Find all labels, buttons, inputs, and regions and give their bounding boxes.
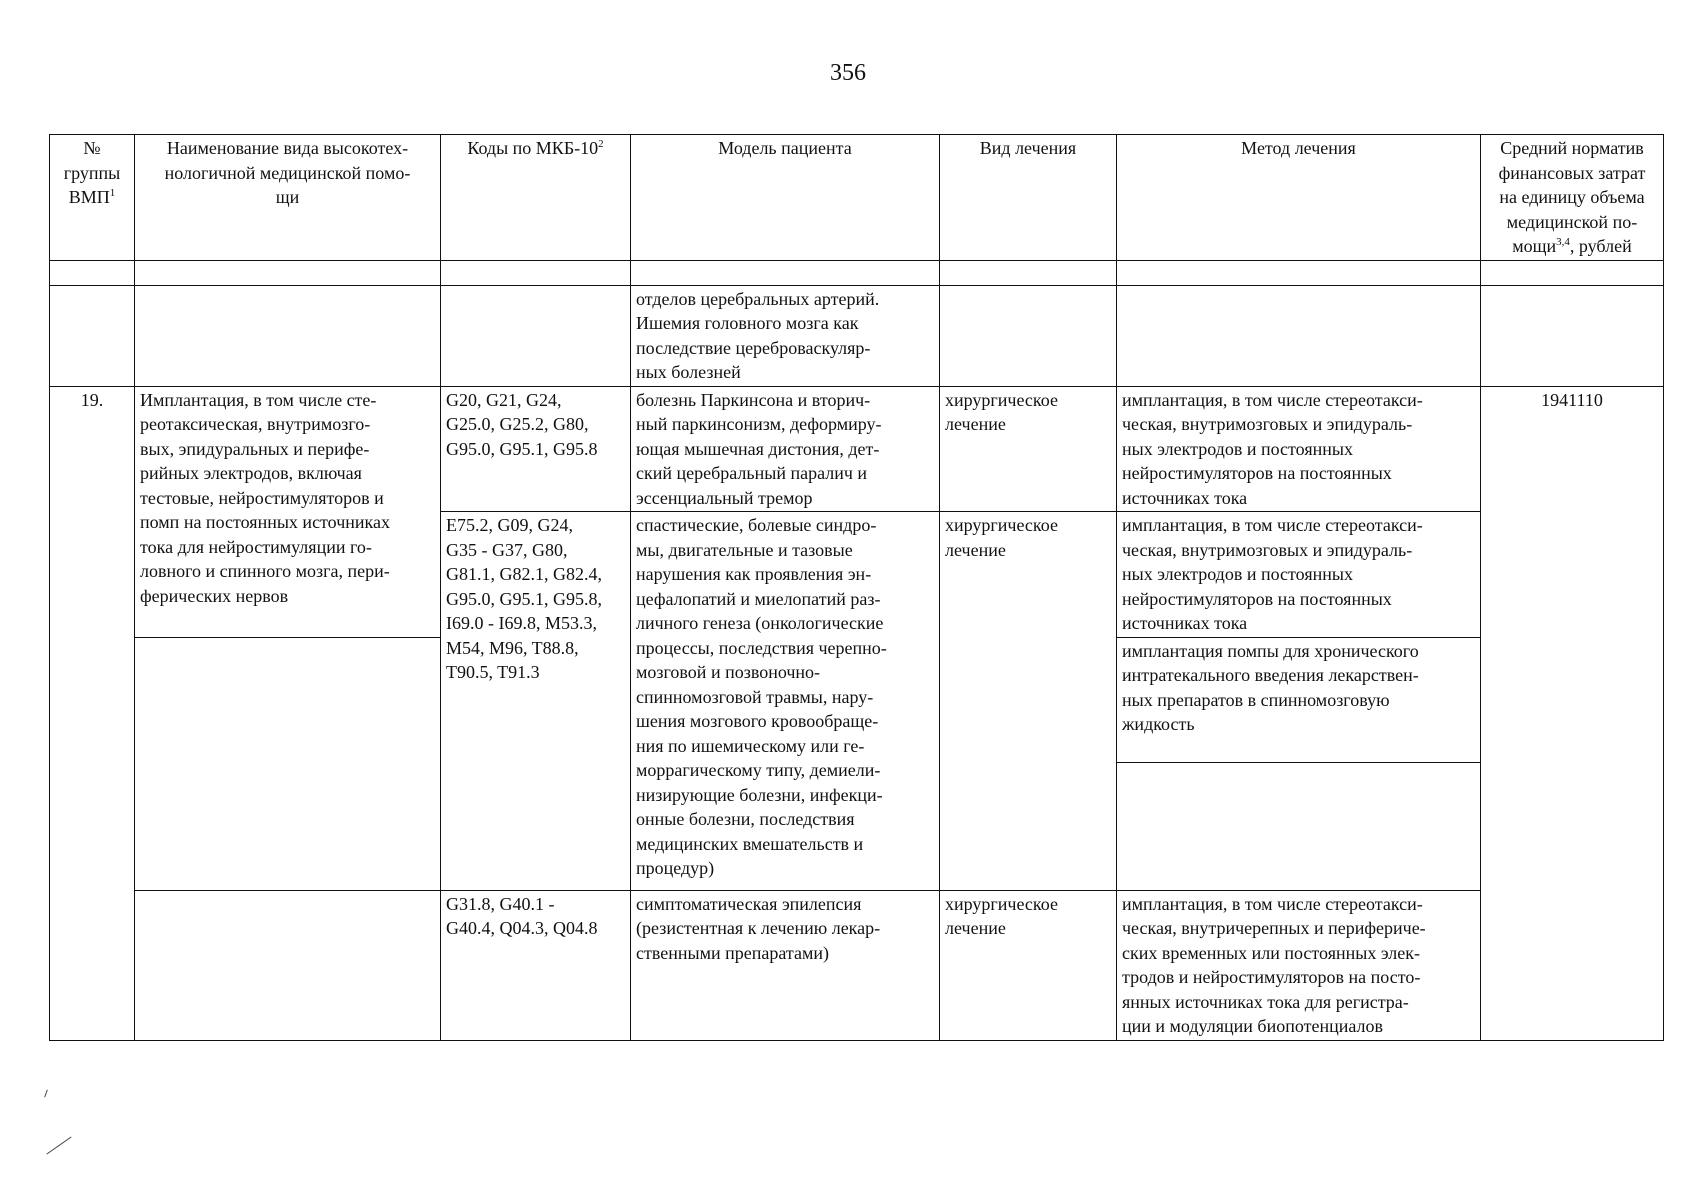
treatment-type: хирургическое лечение [940, 890, 1117, 1040]
header-treatment-method: Метод лечения [1117, 135, 1481, 261]
header-spacer-row [50, 260, 1664, 285]
table-row [50, 386, 1664, 512]
patient-model: спастические, болевые синдро- мы, двигательные и тазовые нарушения как проявления эн- цефалопатий и миелопатий раз- личного генеза (онкологические процессы, последствия черепно- мозговой и позвоночно- спинномозговой травмы, нару- шения мозгового кровообраще- ния по ишемическому или ге- моррагическому типу, демиели- низирующие болезни, инфекци- онные болезни, последствия медицинских вмешательств и процедур) [631, 512, 940, 891]
header-icd-codes: Коды по МКБ-$10^2$ [441, 135, 631, 261]
page-number: 356 [830, 60, 866, 86]
care-type-name: Имплантация, в том числе сте- реотаксическая, внутримозго- вых, эпидуральных и перифе- рийных электродов, включая тестовые, нейростимуляторов и помп на постоянных источниках тока для нейростимуляции го- ловного и спинного мозга, пери- ферических нервов [135, 386, 441, 637]
empty-name-cell [135, 637, 441, 890]
treatment-method: имплантация помпы для хронического интратекального введения лекарствен- ных препаратов в спинномозговую жидкость [1117, 637, 1481, 762]
header-group-number: № группы ВМП$^1$ [50, 135, 135, 261]
treatment-type: хирургическое лечение [940, 386, 1117, 512]
icd-codes: G20, G21, G24, G25.0, G25.2, G80, G95.0, G95.1, G95.8 [441, 386, 631, 512]
table-row [50, 890, 1664, 1040]
header-cost-norm: Средний норматив финансовых затрат на единицу объема медицинской по- мощи$^{3,4}$, рублей [1481, 135, 1664, 261]
scan-mark [46, 1136, 71, 1154]
group-number: 19. [50, 386, 135, 1040]
header-patient-model: Модель пациента [631, 135, 940, 261]
continuation-row [50, 285, 1664, 386]
header-treatment-type: Вид лечения [940, 135, 1117, 261]
header-care-type: Наименование вида высокотех- нологичной медицинской помо- щи [135, 135, 441, 261]
continuation-model: отделов церебральных артерий. Ишемия головного мозга как последствие цереброваскуляр- ных болезней [631, 285, 940, 386]
treatment-method: имплантация, в том числе стереотакси- ческая, внутримозговых и эпидураль- ных электродов и постоянных нейростимуляторов на постоянных источниках тока [1117, 386, 1481, 512]
patient-model: симптоматическая эпилепсия (резистентная к лечению лекар- ственными препаратами) [631, 890, 940, 1040]
cost-norm: 1941110 [1481, 386, 1664, 1040]
empty-name-cell [135, 890, 441, 1040]
scan-mark [44, 1090, 48, 1098]
treatment-method: имплантация, в том числе стереотакси- ческая, внутричерепных и перифериче- ских временных или постоянных элек- тродов и нейростимуляторов на посто- янных источниках тока для регистра- ции и модуляции биопотенциалов [1117, 890, 1481, 1040]
treatment-type: хирургическое лечение [940, 512, 1117, 891]
vmp-table [49, 134, 1664, 1041]
icd-codes: E75.2, G09, G24, G35 - G37, G80, G81.1, G82.1, G82.4, G95.0, G95.1, G95.8, I69.0 - I69.8, M53.3, M54, M96, T88.8, T90.5, T91.3 [441, 512, 631, 891]
icd-codes: G31.8, G40.1 - G40.4, Q04.3, Q04.8 [441, 890, 631, 1040]
treatment-method: имплантация, в том числе стереотакси- ческая, внутримозговых и эпидураль- ных электродов и постоянных нейростимуляторов на постоянных источниках тока [1117, 512, 1481, 638]
patient-model: болезнь Паркинсона и вторич- ный паркинсонизм, деформиру- ющая мышечная дистония, дет- ский церебральный паралич и эссенциальный тремор [631, 386, 940, 512]
header-row [50, 135, 1664, 261]
